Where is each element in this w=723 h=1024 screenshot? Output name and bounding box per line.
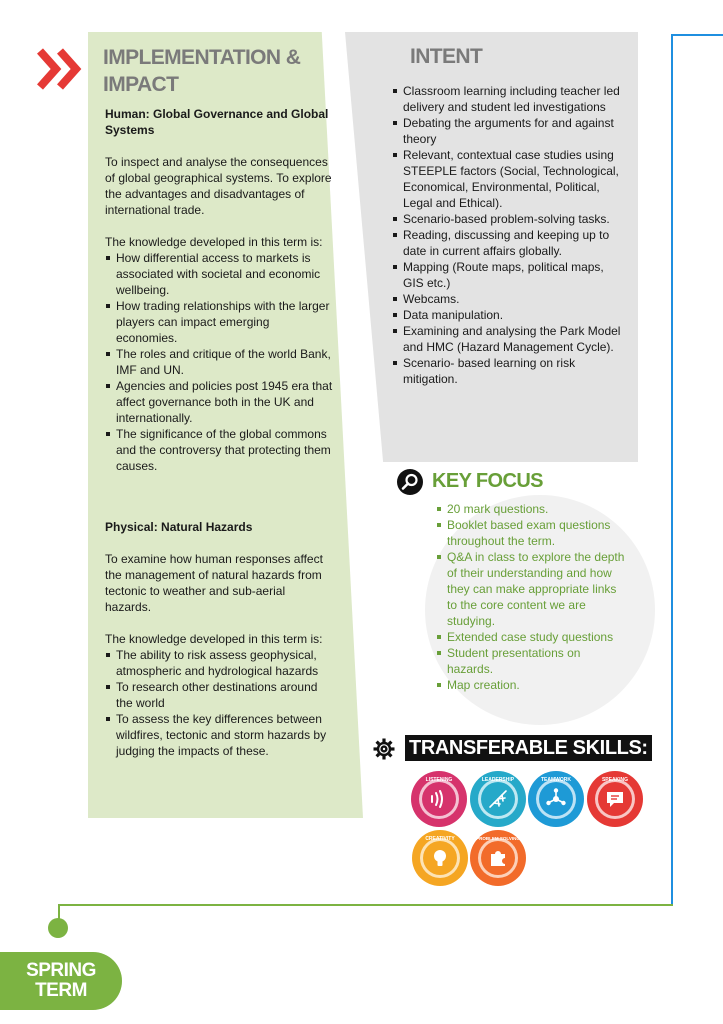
physical-heading: Physical: Natural Hazards xyxy=(105,520,253,534)
list-item: Relevant, contextual case studies using STEEPLE factors (Social, Technological, Economical, Environmental, Political, Legal and Ethical). xyxy=(392,147,627,211)
list-item: How trading relationships with the larger players can impact emerging economies. xyxy=(105,298,333,346)
leadership-icon xyxy=(486,787,510,811)
skill-badge-teamwork xyxy=(528,771,584,827)
list-item: Scenario- based learning on risk mitigation. xyxy=(392,355,627,387)
list-item: Classroom learning including teacher led delivery and student led investigations xyxy=(392,83,627,115)
list-item: Reading, discussing and keeping up to date in current affairs globally. xyxy=(392,227,627,259)
season-label: SPRING TERM xyxy=(26,960,96,1001)
skill-label: LEADERSHIP xyxy=(481,777,515,783)
physical-points-list xyxy=(105,647,333,759)
list-item: Booklet based exam questions throughout the term. xyxy=(436,517,626,549)
implementation-title: IMPLEMENTATION & IMPACT xyxy=(103,46,301,96)
list-item: Agencies and policies post 1945 era that affect governance both in the UK and internationally. xyxy=(105,378,333,426)
list-item: Webcams. xyxy=(392,291,627,307)
skill-badge-problem-solving xyxy=(470,830,526,886)
human-intro: To inspect and analyse the consequences of global geographical systems. To explore the advantages and disadvantages of international trade. xyxy=(105,155,332,217)
teamwork-icon xyxy=(544,787,568,811)
skill-label: PROBLEM SOLVING xyxy=(476,836,520,841)
list-item: Map creation. xyxy=(436,677,626,693)
skill-badge-leadership xyxy=(470,771,526,827)
lightbulb-icon xyxy=(428,846,452,870)
skill-label: SPEAKING xyxy=(601,777,629,783)
timeline-dot xyxy=(48,918,68,938)
physical-intro: To examine how human responses affect the management of natural hazards from tectonic to weather and sub-aerial hazards. xyxy=(105,552,323,614)
skill-badge-speaking xyxy=(587,771,643,827)
transferable-skills-title: TRANSFERABLE SKILLS: xyxy=(405,735,652,761)
intent-title: INTENT xyxy=(410,45,483,68)
human-heading: Human: Global Governance and Global Systems xyxy=(105,107,329,137)
human-points-list xyxy=(105,250,333,474)
physical-section xyxy=(105,519,333,759)
magnifier-icon xyxy=(396,468,424,496)
speech-bubble-icon xyxy=(603,787,627,811)
human-knowledge-intro: The knowledge developed in this term is: xyxy=(105,235,323,249)
key-focus-title: KEY FOCUS xyxy=(432,470,543,492)
list-item: The ability to risk assess geophysical, atmospheric and hydrological hazards xyxy=(105,647,333,679)
human-section xyxy=(105,106,333,474)
intent-section xyxy=(392,83,627,387)
list-item: Examining and analysing the Park Model and HMC (Hazard Management Cycle). xyxy=(392,323,627,355)
season-tab xyxy=(0,952,122,1010)
list-item: Debating the arguments for and against theory xyxy=(392,115,627,147)
list-item: The significance of the global commons and the controversy that protecting them causes. xyxy=(105,426,333,474)
skill-badge-listening xyxy=(411,771,467,827)
skill-badge-creativity xyxy=(412,830,468,886)
skill-label: TEAMWORK xyxy=(541,777,571,783)
list-item: The roles and critique of the world Bank, IMF and UN. xyxy=(105,346,333,378)
intent-points-list xyxy=(392,83,627,387)
list-item: Extended case study questions xyxy=(436,629,626,645)
key-focus-section xyxy=(436,501,626,693)
list-item: Student presentations on hazards. xyxy=(436,645,626,677)
physical-knowledge-intro: The knowledge developed in this term is: xyxy=(105,632,323,646)
skill-label: CREATIVITY xyxy=(425,836,455,842)
double-chevron-icon xyxy=(36,46,86,92)
skill-label: LISTENING xyxy=(425,777,453,783)
list-item: Data manipulation. xyxy=(392,307,627,323)
list-item: To research other destinations around the world xyxy=(105,679,333,711)
puzzle-icon xyxy=(486,846,510,870)
list-item: 20 mark questions. xyxy=(436,501,626,517)
gear-icon xyxy=(372,737,396,761)
frame-line-bottom xyxy=(58,904,673,906)
list-item: Q&A in class to explore the depth of their understanding and how they can make appropriate links to the core content we are studying. xyxy=(436,549,626,629)
sound-waves-icon xyxy=(427,787,451,811)
key-focus-list xyxy=(436,501,626,693)
list-item: How differential access to markets is associated with societal and economic wellbeing. xyxy=(105,250,333,298)
list-item: Scenario-based problem-solving tasks. xyxy=(392,211,627,227)
frame-line-right xyxy=(671,34,723,906)
list-item: Mapping (Route maps, political maps, GIS etc.) xyxy=(392,259,627,291)
list-item: To assess the key differences between wildfires, tectonic and storm hazards by judging the impacts of these. xyxy=(105,711,333,759)
